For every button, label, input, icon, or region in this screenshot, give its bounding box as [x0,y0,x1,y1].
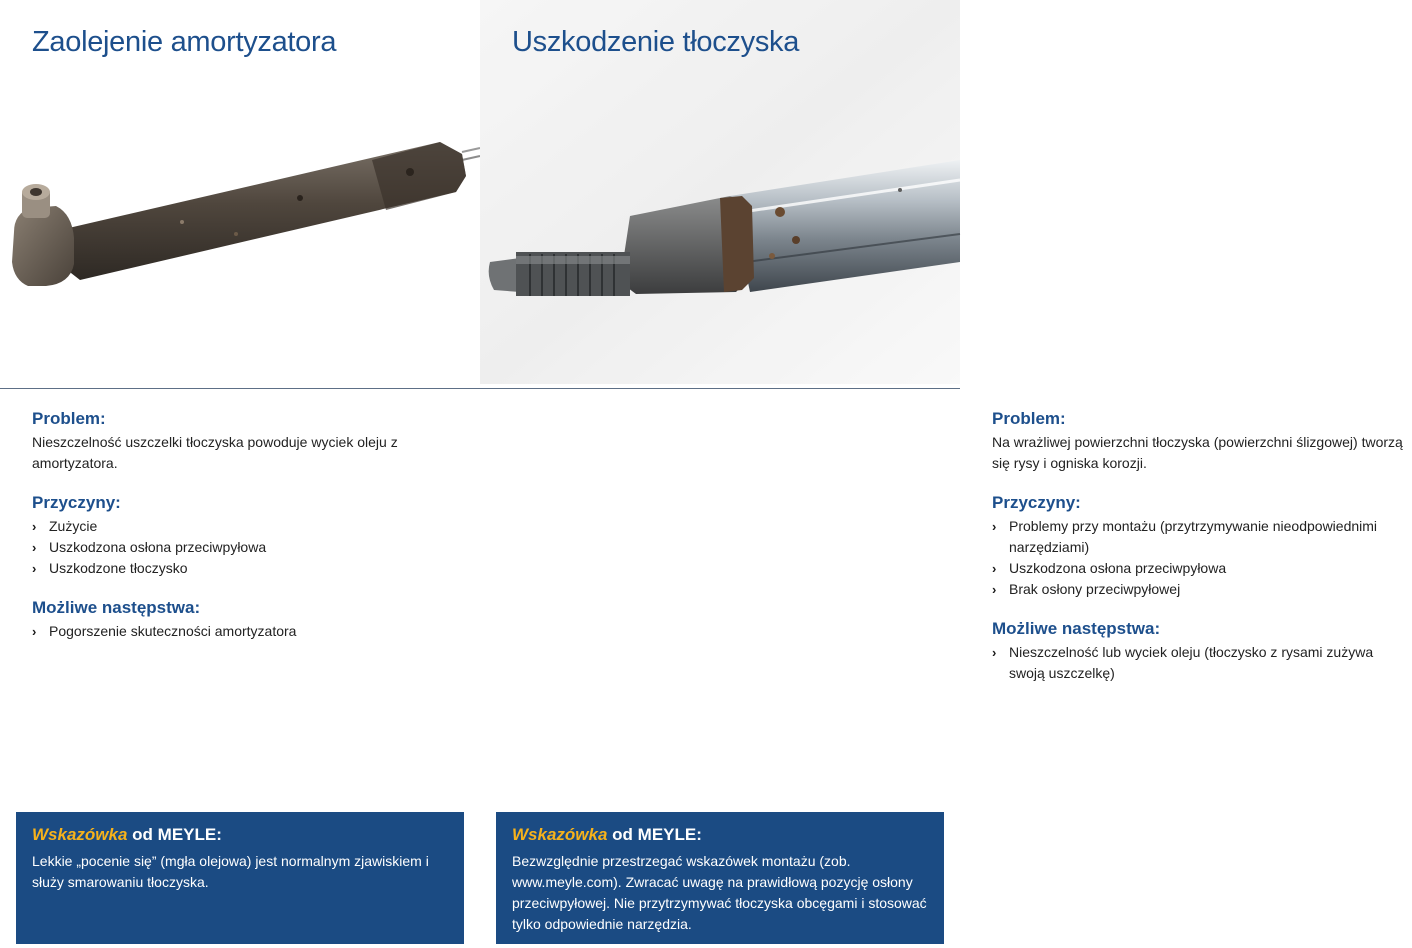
left-problem-heading: Problem: [32,409,106,428]
left-effects-section [32,597,452,642]
section-divider [0,388,960,389]
tip-source-label: od MEYLE: [612,825,702,844]
tip-accent-label: Wskazówka [512,825,608,844]
right-tip-text: Bezwzględnie przestrzegać wskazówek montażu (zob. www.meyle.com). Zwracać uwagę na prawidłową pozycję osłony przeciwpyłowej. Nie przytrzymywać tłoczyska obcęgami i stosować tylko odpowiednie narzędzia. [512,853,927,932]
left-causes-list [32,516,452,579]
right-effects-section [992,618,1412,684]
chevron-right-icon: › [32,540,37,555]
left-effects-heading: Możliwe następstwa: [32,598,201,617]
list-item: › Uszkodzone tłoczysko [32,558,452,579]
chevron-right-icon: › [32,561,37,576]
left-causes-section [32,492,452,579]
list-item: › Brak osłony przeciwpyłowej [992,579,1412,600]
list-item: › Nieszczelność lub wyciek oleju (tłoczysko z rysami zużywa swoją uszczelkę) [992,644,1374,681]
chevron-right-icon: › [32,519,37,534]
right-effects-heading: Możliwe następstwa: [992,619,1161,638]
right-tip-box [496,812,944,944]
tip-accent-label: Wskazówka [32,825,128,844]
list-item: › Uszkodzona osłona przeciwpyłowa [32,537,452,558]
left-causes-heading: Przyczyny: [32,493,121,512]
chevron-right-icon: › [992,561,997,576]
chevron-right-icon: › [32,624,37,639]
right-causes-heading: Przyczyny: [992,493,1081,512]
right-text-block [992,408,1412,684]
list-item: › Problemy przy montażu (przytrzymywanie nieodpowiednimi narzędziami) [992,518,1378,555]
right-title: Uszkodzenie tłoczyska [512,26,800,58]
oily-shock-absorber-photo [0,88,480,384]
right-problem-text: Na wrażliwej powierzchni tłoczyska (powierzchni ślizgowej) tworzą się rysy i ogniska korozji. [992,434,1403,471]
right-tip-heading [512,824,928,846]
right-causes-section [992,492,1412,600]
chevron-right-icon: › [992,645,997,660]
chevron-right-icon: › [992,519,997,534]
right-effects-list [992,642,1412,684]
right-problem-section [992,408,1412,474]
left-effects-list [32,621,452,642]
left-text-block [32,408,452,642]
right-problem-heading: Problem: [992,409,1066,428]
left-problem-text: Nieszczelność uszczelki tłoczyska powoduje wyciek oleju z amortyzatora. [32,434,398,471]
list-item: › Zużycie [32,516,452,537]
right-causes-list [992,516,1412,600]
left-tip-box [16,812,464,944]
tip-source-label: od MEYLE: [132,825,222,844]
list-item: › Uszkodzona osłona przeciwpyłowa [992,558,1412,579]
left-tip-heading [32,824,448,846]
chevron-right-icon: › [992,582,997,597]
left-tip-text: Lekkie „pocenie się” (mgła olejowa) jest normalnym zjawiskiem i służy smarowaniu tłoczyska. [32,853,429,890]
left-title: Zaolejenie amortyzatora [32,26,337,58]
left-problem-section [32,408,452,474]
list-item: › Pogorszenie skuteczności amortyzatora [32,621,452,642]
